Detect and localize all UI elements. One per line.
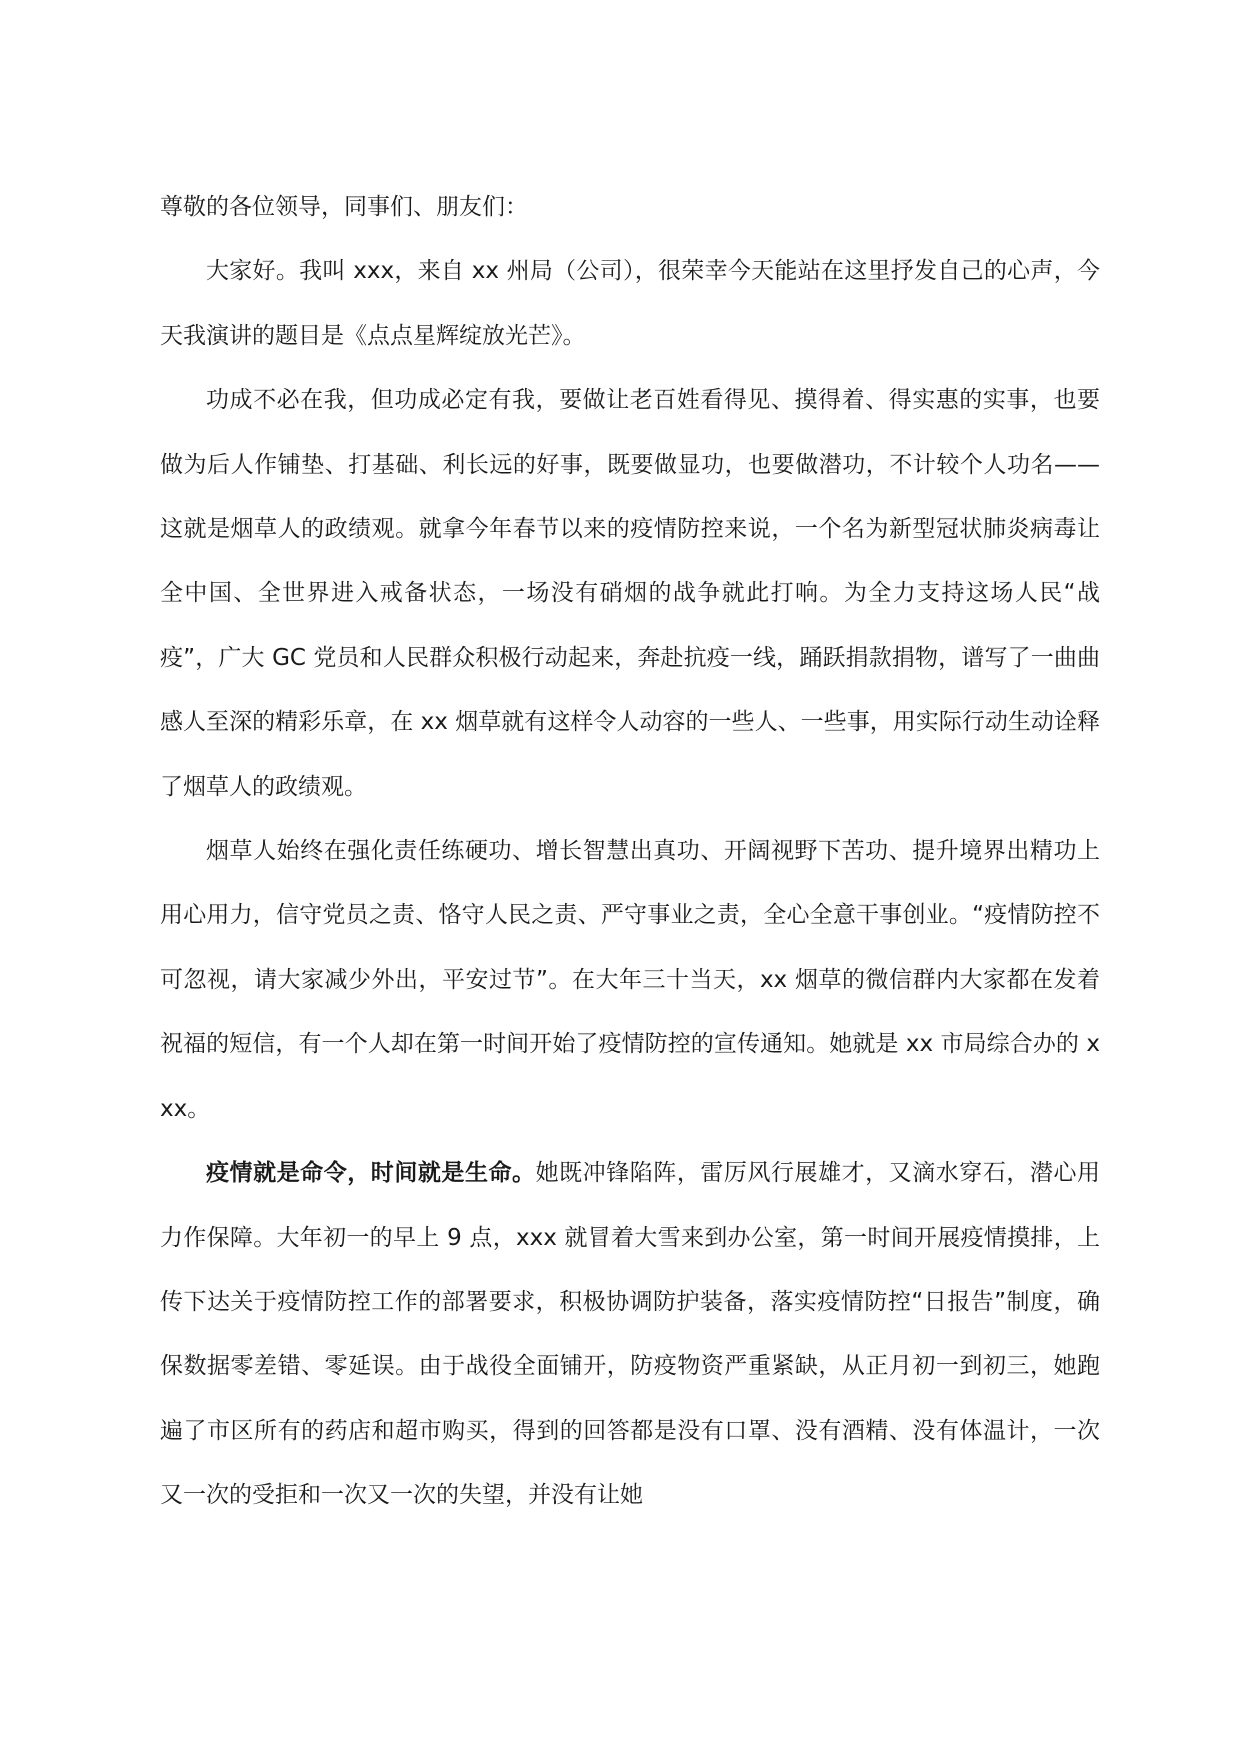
paragraph-epidemic-command	[160, 1141, 1100, 1527]
paragraph-achievement-view: 功成不必在我，但功成必定有我，要做让老百姓看得见、摸得着、得实惠的实事，也要做为后人作铺垫、打基础、利长远的好事，既要做显功，也要做潜功，不计较个人功名——这就是烟草人的政绩观。就拿今年春节以来的疫情防控来说，一个名为新型冠状肺炎病毒让全中国、全世界进入戒备状态，一场没有硝烟的战争就此打响。为全力支持这场人民“战疫”，广大 GC 党员和人民群众积极行动起来，奔赴抗疫一线，踊跃捐款捐物，谱写了一曲曲感人至深的精彩乐章，在 xx 烟草就有这样令人动容的一些人、一些事，用实际行动生动诠释了烟草人的政绩观。	[160, 387, 1100, 800]
paragraph-responsibility: 烟草人始终在强化责任练硬功、增长智慧出真功、开阔视野下苦功、提升境界出精功上用心用力，信守党员之责、恪守人民之责、严守事业之责，全心全意干事创业。“疫情防控不可忽视，请大家减少外出，平安过节”。在大年三十当天，xx 烟草的微信群内大家都在发着祝福的短信，有一个人却在第一时间开始了疫情防控的宣传通知。她就是 xx 市局综合办的 xxx。	[160, 838, 1100, 1122]
bold-lead-sentence: 疫情就是命令，时间就是生命。	[206, 1160, 536, 1187]
salutation: 尊敬的各位领导，同事们、朋友们：	[160, 194, 528, 220]
speech-body	[160, 175, 1100, 1528]
paragraph-intro: 大家好。我叫 xxx，来自 xx 州局（公司），很荣幸今天能站在这里抒发自己的心声，今天我演讲的题目是《点点星辉绽放光芒》。	[160, 258, 1100, 349]
paragraph-epidemic-text: 她既冲锋陷阵，雷厉风行展雄才，又滴水穿石，潜心用力作保障。大年初一的早上 9 点，xxx 就冒着大雪来到办公室，第一时间开展疫情摸排，上传下达关于疫情防控工作的部署要求，积极协调防护装备，落实疫情防控“日报告”制度，确保数据零差错、零延误。由于战役全面铺开，防疫物资严重紧缺，从正月初一到初三，她跑遍了市区所有的药店和超市购买，得到的回答都是没有口罩、没有酒精、没有体温计，一次又一次的受拒和一次又一次的失望，并没有让她	[160, 1160, 1101, 1509]
